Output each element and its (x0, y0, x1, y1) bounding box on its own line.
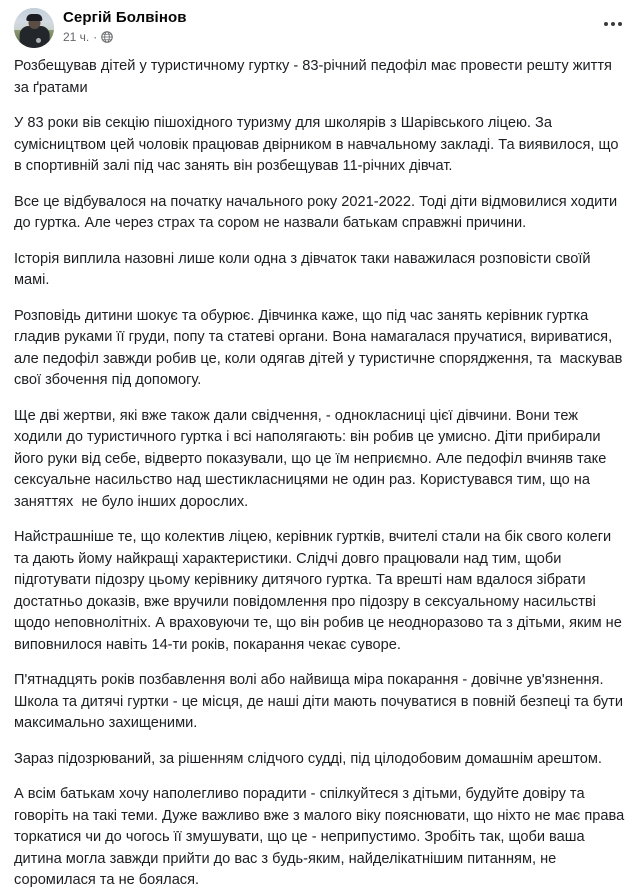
avatar-person-badge (36, 38, 41, 43)
post-paragraph: У 83 роки вів секцію пішохідного туризму для школярів з Шарівського ліцею. За сумісництвом цей чоловік працював двірником в навчальному закладі. Та виявилося, що в спортивній залі під час занять він розбещував 11-річних дівчат. (14, 115, 623, 174)
meta-separator: · (93, 30, 98, 44)
ellipsis-dot-2 (611, 22, 615, 26)
post-paragraph: П'ятнадцять років позбавлення волі або найвища міра покарання - довічне ув'язнення. Школа та дитячі гуртки - це місця, де наші діти мають почуватися в повній безпеці та бути максимально захищеними. (14, 672, 628, 731)
post-paragraph: Зараз підозрюваний, за рішенням слідчого судді, під цілодобовим домашнім арештом. (14, 750, 602, 767)
post-paragraph: Розповідь дитини шокує та обурює. Дівчинка каже, що під час занять керівник гуртка гладив руками її груди, попу та статеві органи. Вона намагалася пручатися, вириватися, але педофіл завжди робив це, коли одягав дітей у туристичне спорядження, та маскував свої збочення під допомогу. (14, 307, 627, 388)
header-text-block (63, 8, 187, 44)
post-paragraph: Ще дві жертви, які вже також дали свідчення, - однокласниці цієї дівчини. Вони теж ходили до туристичного гуртка і всі наполягають: він робив це умисно. Діти прибирали його руки від себе, відверто показували, що це їм неприємно. Але педофіл вчиняв таке сексуальне насильство над шестикласницями не один раз. Користувався тим, що на заняттях не було інших дорослих. (14, 407, 611, 510)
avatar[interactable] (14, 8, 54, 48)
globe-icon[interactable] (101, 31, 113, 43)
post-paragraph: Все це відбувалося на початку начального року 2021-2022. Тоді діти відмовилися ходити до гуртка. Але через страх та сором не назвали батькам справжні причини. (14, 193, 622, 231)
post-paragraph: Історія виплила назовні лише коли одна з дівчаток таки наважилася розповісти своїй мамі. (14, 250, 595, 288)
ellipsis-dot-1 (604, 22, 608, 26)
post-paragraph: Найстрашніше те, що колектив ліцею, керівник гуртків, вчителі стали на бік свого колеги та дають йому найкращі характеристики. Слідчі довго працювали над тим, щоби підготувати підозру цьому керівнику дитячого гуртка. Та врешті нам вдалося зібрати достатньо доказів, вже вручили повідомлення про підозру в сексуальному насильстві щодо неповнолітніх. А враховуючи те, що він робив це неодноразово та з дітьми, яким не виповнилося навіть 14-ти років, покарання чекає суворе. (14, 529, 626, 653)
avatar-person-cap (26, 14, 42, 21)
avatar-person-body (20, 26, 50, 48)
post-meta (63, 30, 187, 44)
post-headline: Розбещував дітей у туристичному гуртку - 83-річний педофіл має провести решту життя за ґратами (14, 58, 616, 96)
post-paragraph: А всім батькам хочу наполегливо порадити - спілкуйтеся з дітьми, будуйте довіру та говоріть на такі теми. Дуже важливо вже з малого віку пояснювати, що ніхто не має права торкатися чи до чогось її змушувати, що це - неприпустимо. Зробіть так, щоби ваша дитина могла завжди прийти до вас з будь-яким, найделікатнішим питанням, не соромилася та не боялася. (14, 786, 629, 888)
ellipsis-dot-3 (618, 22, 622, 26)
ellipsis-icon[interactable] (600, 14, 626, 34)
post-timestamp[interactable]: 21 ч. (63, 30, 90, 44)
post-body (0, 50, 640, 892)
post-header (0, 0, 640, 50)
author-name[interactable]: Сергій Болвінов (63, 9, 187, 26)
